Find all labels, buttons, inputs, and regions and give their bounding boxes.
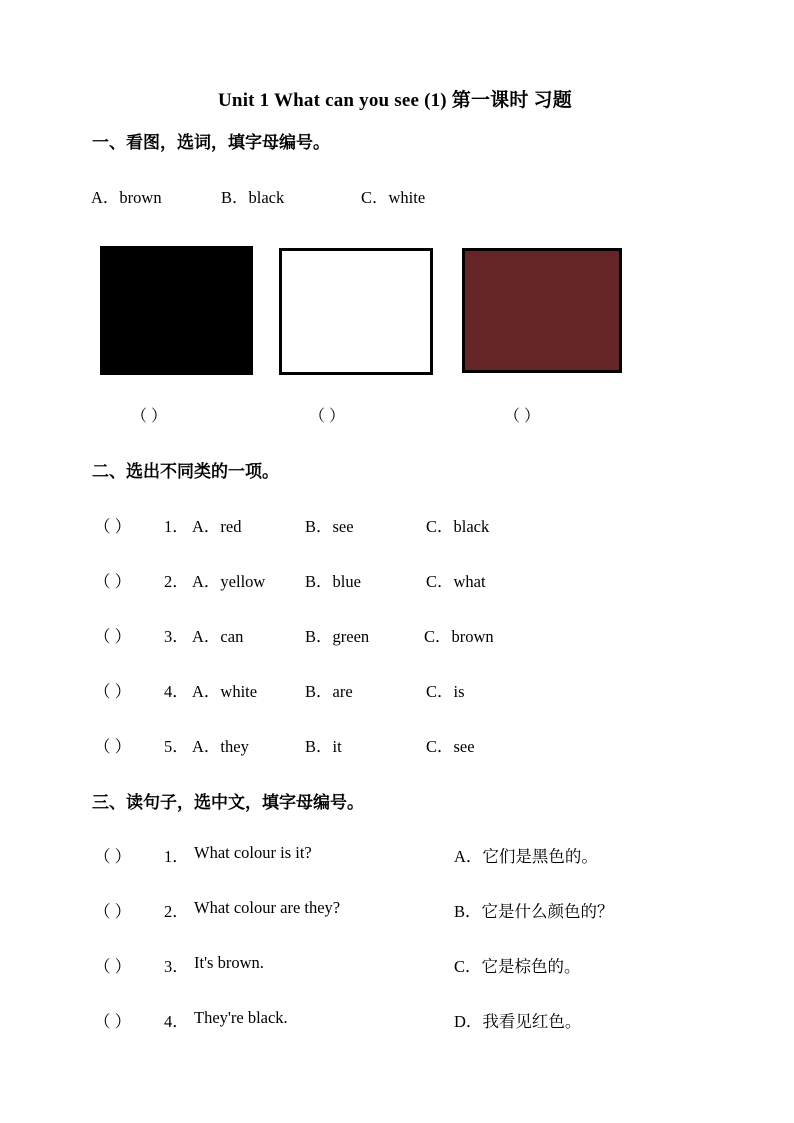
answer-blank[interactable]: （ ） [94, 847, 132, 866]
answer-blank[interactable]: （ ） [94, 517, 132, 536]
english-sentence: What colour is it? [194, 843, 312, 862]
question-number: 4． [164, 1012, 189, 1031]
choice-a: A．yellow [192, 572, 266, 591]
english-sentence: They're black. [194, 1008, 288, 1027]
question-number: 2． [164, 902, 189, 921]
choice-a: A．they [192, 737, 249, 756]
question-number: 1． [164, 517, 189, 536]
answer-blank[interactable]: （ ） [504, 408, 541, 425]
english-sentence: What colour are they? [194, 898, 341, 917]
english-sentence: It's brown. [194, 953, 264, 972]
option-c-white: C．white [361, 188, 426, 207]
answer-blank[interactable]: （ ） [94, 957, 132, 976]
option-b-black: B．black [221, 188, 285, 207]
question-number: 5． [164, 737, 189, 756]
question-number: 3． [164, 627, 189, 646]
chinese-choice: A．它们是黑色的。 [454, 847, 598, 866]
section1-heading: 一、看图，选词，填字母编号。 [92, 133, 330, 152]
section3-heading: 三、读句子，选中文，填字母编号。 [92, 793, 364, 812]
answer-blank[interactable]: （ ） [131, 408, 168, 425]
choice-b: B．see [305, 517, 354, 536]
choice-b: B．are [305, 682, 353, 701]
question-number: 2． [164, 572, 189, 591]
choice-c: C．brown [424, 627, 494, 646]
choice-c: C．what [426, 572, 486, 591]
black-swatch [100, 246, 253, 375]
answer-blank[interactable]: （ ） [94, 627, 132, 646]
chinese-choice: D．我看见红色。 [454, 1012, 582, 1031]
choice-c: C．is [426, 682, 465, 701]
question-number: 1． [164, 847, 189, 866]
answer-blank[interactable]: （ ） [94, 1012, 132, 1031]
answer-blank[interactable]: （ ） [309, 408, 346, 425]
brown-swatch [462, 248, 622, 373]
choice-b: B．blue [305, 572, 361, 591]
choice-a: A．can [192, 627, 244, 646]
answer-blank[interactable]: （ ） [94, 902, 132, 921]
choice-b: B．it [305, 737, 342, 756]
chinese-choice: B．它是什么颜色的？ [454, 902, 614, 921]
option-a-brown: A．brown [91, 188, 162, 207]
choice-a: A．red [192, 517, 242, 536]
chinese-choice: C．它是棕色的。 [454, 957, 581, 976]
answer-blank[interactable]: （ ） [94, 737, 132, 756]
page-title: Unit 1 What can you see (1) 第一课时 习题 [218, 90, 572, 111]
choice-c: C．see [426, 737, 475, 756]
section2-heading: 二、选出不同类的一项。 [92, 462, 279, 481]
answer-blank[interactable]: （ ） [94, 572, 132, 591]
white-swatch [279, 248, 433, 375]
choice-b: B．green [305, 627, 370, 646]
answer-blank[interactable]: （ ） [94, 682, 132, 701]
question-number: 4． [164, 682, 189, 701]
choice-a: A．white [192, 682, 258, 701]
choice-c: C．black [426, 517, 490, 536]
question-number: 3． [164, 957, 189, 976]
